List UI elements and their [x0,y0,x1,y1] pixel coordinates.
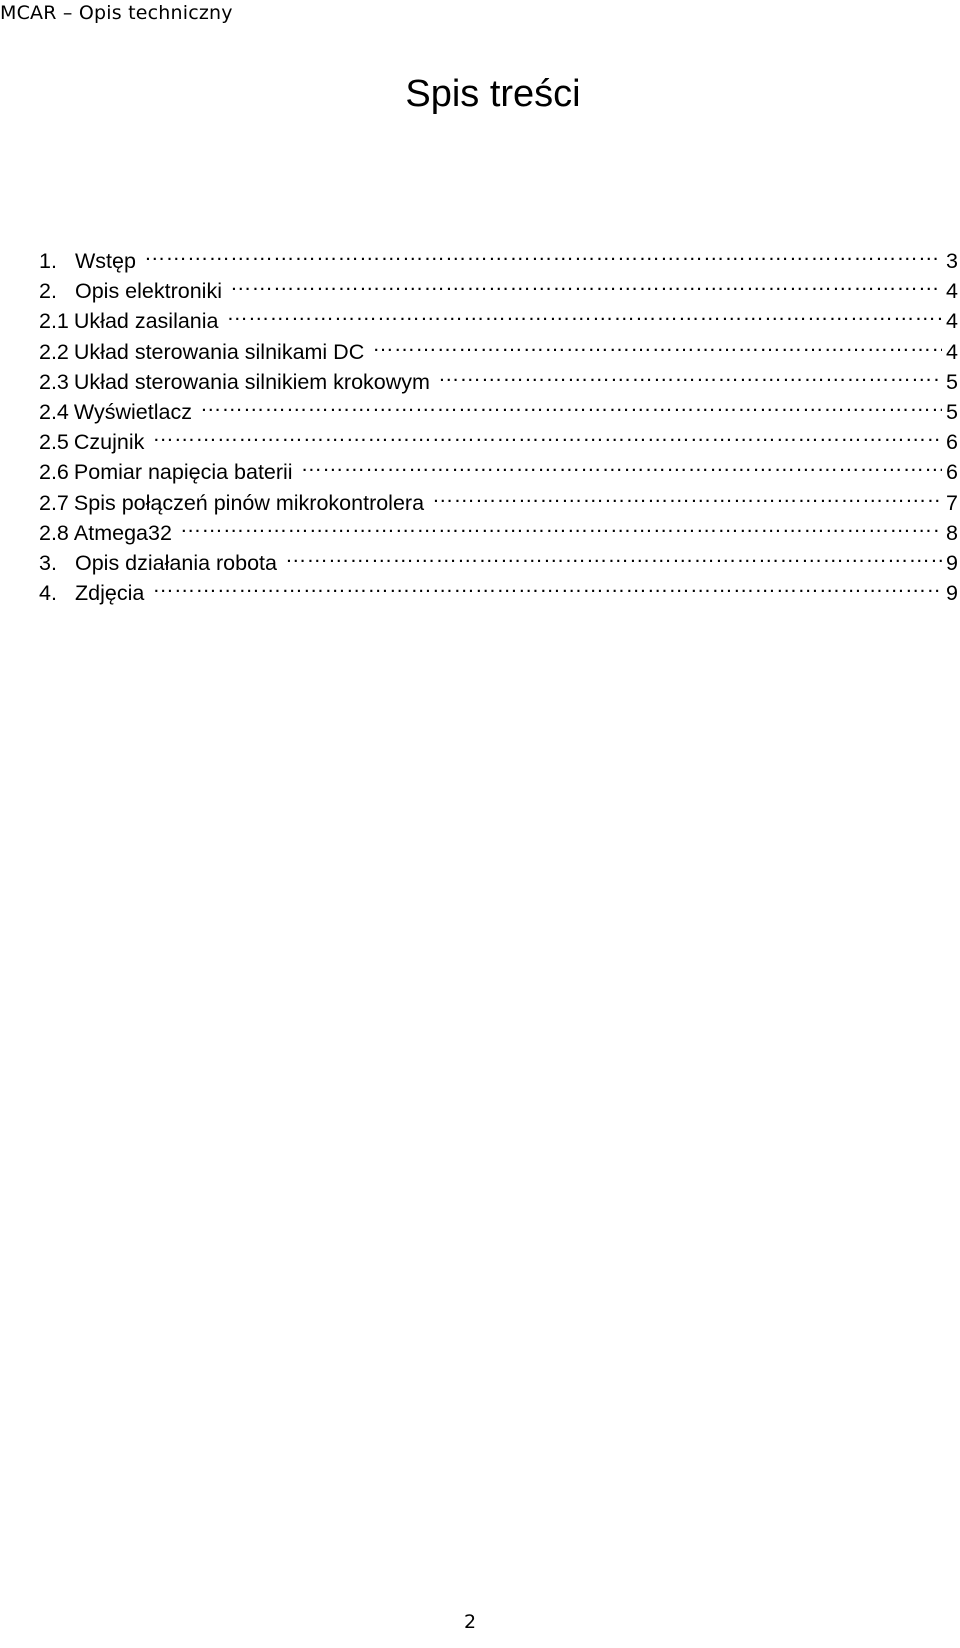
toc-entry[interactable] [39,419,958,455]
toc-dot-leader [227,298,943,328]
toc-entry-title: Opis działania robota [75,550,277,575]
toc-entry-number: 2.7 [39,490,69,515]
toc-dot-leader [144,238,942,268]
toc-entry-title: Układ zasilania [73,309,219,334]
toc-entry-title: Pomiar napięcia baterii [73,460,293,485]
toc-entry-number: 2.2 [39,339,69,364]
toc-entry-page: 6 [946,430,958,455]
toc-entry-number: 2.1 [39,309,69,334]
toc-entry-number: 2. [39,279,57,304]
toc-entry-title: Opis elektroniki [75,279,222,304]
toc-dot-leader [301,449,942,479]
page-title: Spis treści [405,73,581,115]
toc-entry[interactable] [39,449,958,485]
toc-entry-page: 5 [946,369,958,394]
toc-dot-leader [432,480,942,510]
toc-entry[interactable] [39,238,958,273]
toc-entry-title: Układ sterowania silnikiem krokowym [73,369,430,394]
toc-entry-page: 6 [946,460,958,485]
toc-entry-title: Zdjęcia [75,581,145,606]
toc-dot-leader [152,570,942,600]
table-of-contents [39,238,958,606]
toc-dot-leader [372,329,942,359]
toc-dot-leader [285,540,942,570]
toc-dot-leader [230,268,942,298]
toc-entry-page: 3 [946,249,958,273]
toc-entry-number: 3. [39,550,57,575]
toc-entry-title: Wstęp [75,249,136,273]
toc-entry-number: 1. [39,249,57,273]
toc-entry-page: 4 [946,339,958,364]
toc-entry-title: Układ sterowania silnikami DC [73,339,365,364]
toc-entry[interactable] [39,570,958,606]
toc-entry-number: 2.8 [39,520,69,545]
toc-entry-page: 8 [946,520,958,545]
toc-dot-leader [200,389,942,419]
toc-entry-number: 2.5 [39,430,69,455]
running-header: MCAR – Opis techniczny [0,2,233,24]
toc-entry-title: Atmega32 [73,520,172,545]
toc-entry-page: 7 [946,490,958,515]
toc-entry[interactable] [39,540,958,575]
toc-entry-title: Wyświetlacz [73,399,192,424]
toc-entry-number: 4. [39,581,57,606]
toc-entry-title: Czujnik [73,430,145,455]
toc-entry-page: 4 [946,309,958,334]
toc-entry-page: 9 [946,581,958,606]
toc-dot-leader [180,510,942,540]
toc-entry-number: 2.4 [39,399,69,424]
toc-dot-leader [438,359,942,389]
toc-entry-number: 2.6 [39,460,69,485]
toc-entry-page: 5 [946,399,958,424]
toc-entry-page: 9 [946,550,958,575]
toc-dot-leader [152,419,942,449]
toc-entry-number: 2.3 [39,369,69,394]
page-number: 2 [463,1611,477,1633]
toc-entry-title: Spis połączeń pinów mikrokontrolera [73,490,425,515]
toc-entry-page: 4 [946,279,958,304]
toc-entry[interactable] [39,268,958,304]
